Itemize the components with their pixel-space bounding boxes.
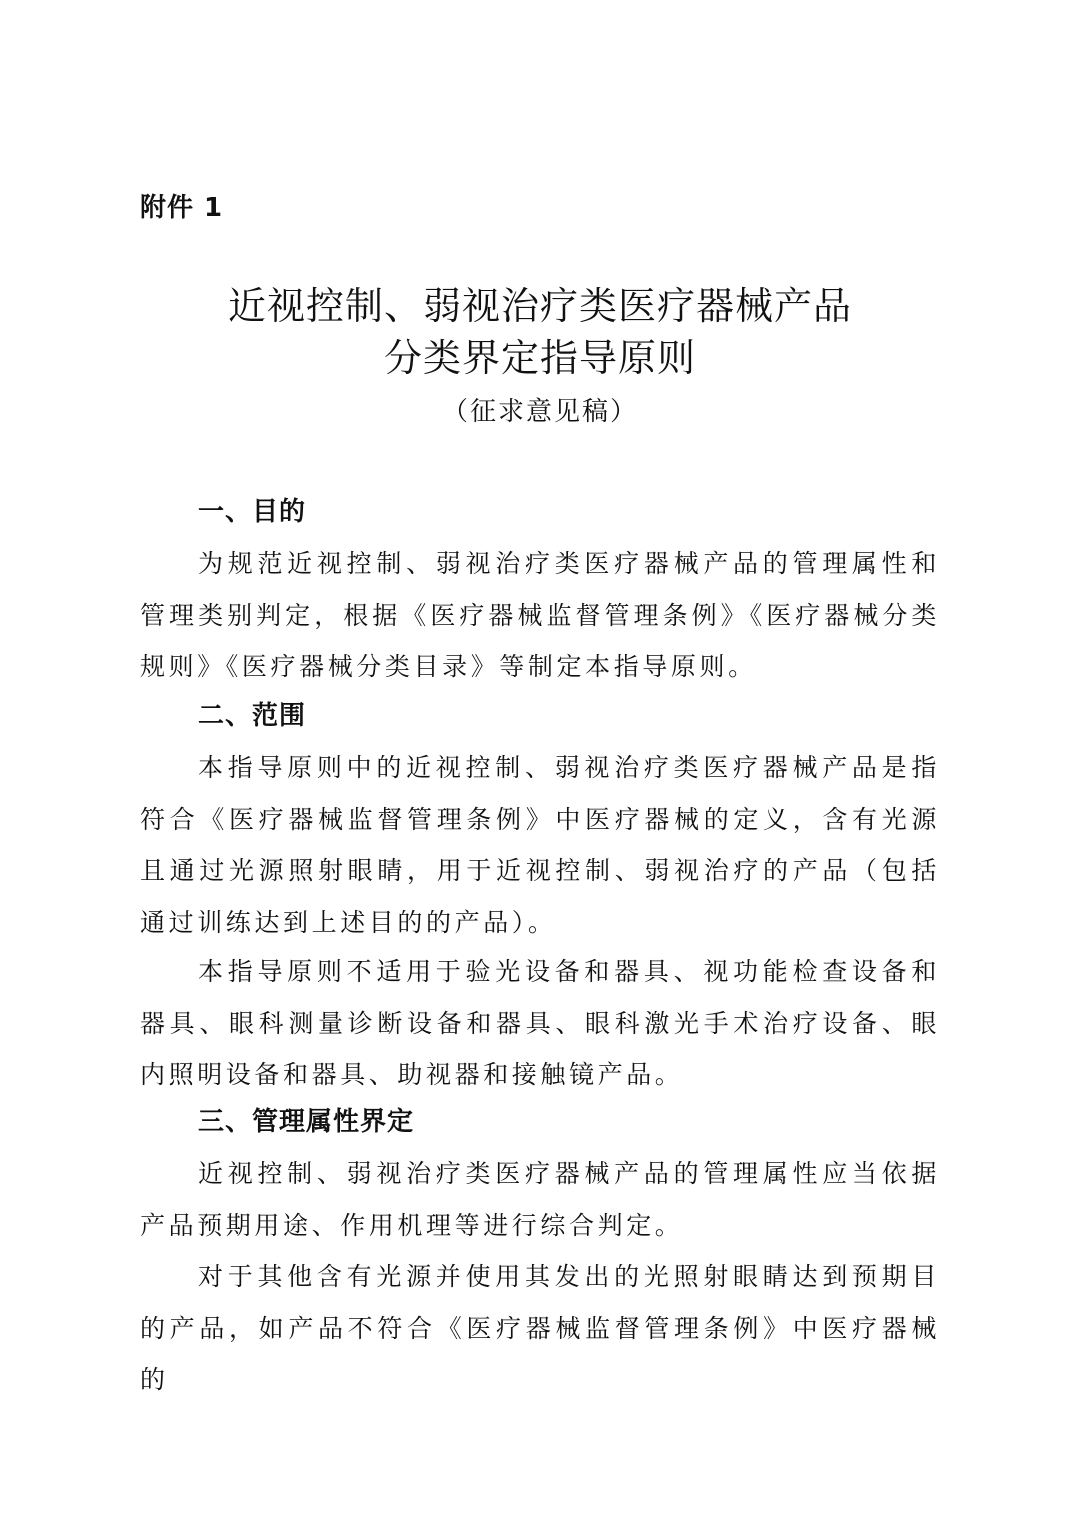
section-paragraph: 本指导原则中的近视控制、弱视治疗类医疗器械产品是指符合《医疗器械监督管理条例》中医疗器械的定义，含有光源且通过光源照射眼睛，用于近视控制、弱视治疗的产品（包括通过训练达到上述目的的产品）。 [140, 753, 940, 937]
section-heading-purpose: 一、目的 [198, 497, 307, 527]
section-paragraph: 为规范近视控制、弱视治疗类医疗器械产品的管理属性和管理类别判定，根据《医疗器械监督管理条例》《医疗器械分类规则》《医疗器械分类目录》等制定本指导原则。 [140, 549, 940, 681]
section-paragraph: 近视控制、弱视治疗类医疗器械产品的管理属性应当依据产品预期用途、作用机理等进行综合判定。 [140, 1159, 940, 1240]
draft-note: （征求意见稿） [441, 397, 638, 427]
section-paragraph: 本指导原则不适用于验光设备和器具、视功能检查设备和器具、眼科测量诊断设备和器具、眼科激光手术治疗设备、眼内照明设备和器具、助视器和接触镜产品。 [140, 957, 940, 1089]
section-heading-management-attribute: 三、管理属性界定 [198, 1107, 415, 1137]
attachment-label: 附件 1 [140, 193, 224, 223]
section-paragraph: 对于其他含有光源并使用其发出的光照射眼睛达到预期目的产品，如产品不符合《医疗器械监督管理条例》中医疗器械的 [140, 1262, 940, 1394]
document-title-line-1: 近视控制、弱视治疗类医疗器械产品 [227, 284, 852, 328]
section-heading-scope: 二、范围 [198, 701, 307, 731]
document-title-line-2: 分类界定指导原则 [383, 336, 696, 380]
